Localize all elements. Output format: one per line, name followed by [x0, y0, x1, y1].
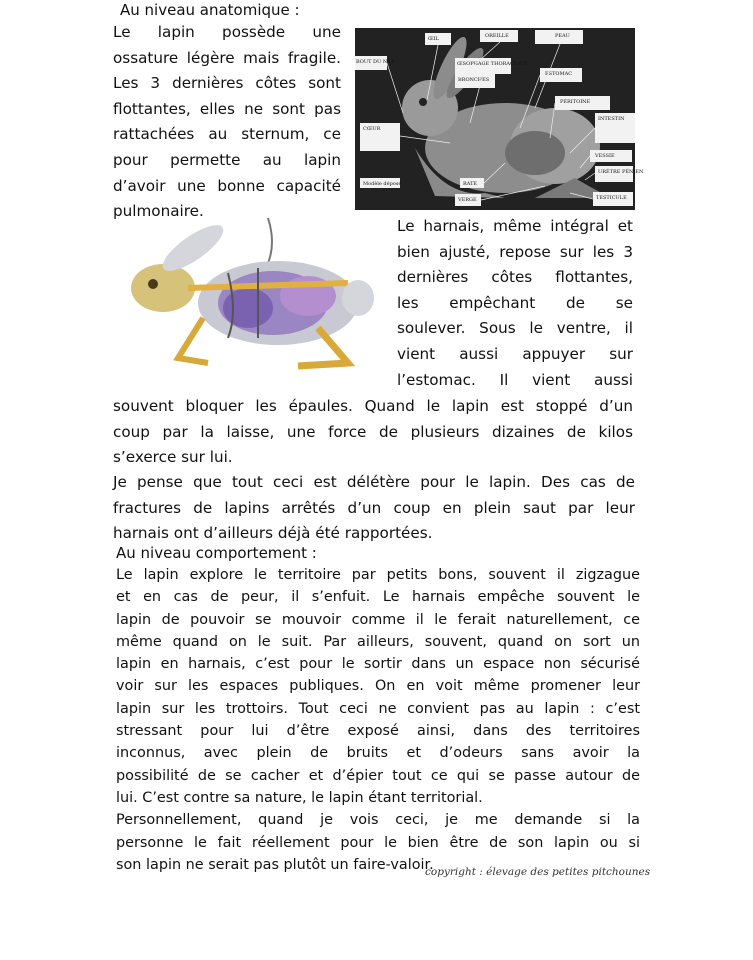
text-line: bien ajusté, repose sur les 3	[397, 242, 633, 261]
label-peau: PEAU	[555, 33, 570, 39]
heading-comportement: Au niveau comportement :	[116, 544, 317, 562]
label-oesophage: ŒSOPHAGE THORACIQUE	[457, 61, 528, 67]
label-testicule: TESTICULE	[596, 195, 627, 201]
heading-anatomique: Au niveau anatomique :	[120, 1, 300, 19]
text-line: Personnellement, quand je vois ceci, je me demande si la	[116, 812, 640, 829]
text-line: lapin de pouvoir se mouvoir comme il le ferait naturellement, ce	[116, 611, 640, 628]
text-line: vient aussi appuyer sur	[397, 344, 633, 363]
text-line: fractures de lapins arrêtés d’un coup en plein saut par leur	[113, 498, 635, 517]
text-line: les empêchant de se	[397, 293, 633, 312]
label-verge: VERGE	[458, 197, 477, 203]
text-line: stressant pour lui d’être exposé ainsi, dans des territoires	[116, 723, 640, 740]
text-line: harnais ont d’ailleurs déjà été rapportées.	[113, 524, 433, 543]
text-line: lapin sur les trottoirs. Tout ceci ne convient pas au lapin : c’est	[116, 700, 640, 717]
text-line: coup par la laisse, une force de plusieurs dizaines de kilos	[113, 422, 633, 441]
copyright-note: copyright : élevage des petites pitchounes	[425, 866, 651, 878]
label-bout-du-nez: BOUT DU NEZ	[356, 59, 395, 65]
text-line: ossature légère mais fragile.	[113, 48, 341, 67]
text-line: flottantes, elles ne sont pas	[113, 99, 341, 118]
label-modele-depose: Modèle déposé	[363, 181, 402, 187]
text-line: inconnus, avec plein de bruits et d’odeurs sans avoir la	[116, 745, 640, 762]
text-line: souvent bloquer les épaules. Quand le lapin est stoppé d’un	[113, 397, 633, 415]
text-line: l’estomac. Il vient aussi	[397, 370, 633, 389]
paragraph-comportement	[116, 564, 640, 876]
text-line: Le lapin explore le territoire par petits bons, souvent il zigzague	[116, 567, 640, 583]
harnessed-rabbit-xray-image	[118, 218, 386, 378]
text-line: voir sur les espaces publiques. On en voit même promener leur	[116, 678, 640, 695]
label-peritoine: PÉRITOINE	[560, 99, 591, 105]
paragraph-deletere	[113, 470, 635, 547]
text-line: pulmonaire.	[113, 202, 204, 221]
text-line: personne le fait réellement pour le bien être de son lapin ou si	[116, 834, 640, 851]
text-line: s’exerce sur lui.	[113, 448, 233, 467]
label-uretre: URÈTRE PÉNIEN	[598, 169, 644, 175]
label-rate: RATE	[463, 181, 478, 187]
text-line: rattachées au sternum, ce	[113, 125, 341, 144]
text-line: d’avoir une bonne capacité	[113, 176, 341, 195]
rabbit-anatomy-plate-image	[355, 28, 644, 210]
text-line: Je pense que tout ceci est délétère pour le lapin. Des cas de	[113, 473, 635, 491]
label-bronches: BRONCHES	[458, 77, 490, 83]
text-line: pour permette au lapin	[113, 150, 341, 169]
text-line: et en cas de peur, il s’enfuit. Le harnais empêche souvent le	[116, 589, 640, 606]
text-line: soulever. Sous le ventre, il	[397, 319, 633, 338]
text-line: lui. C’est contre sa nature, le lapin étant territorial.	[116, 789, 483, 806]
label-intestin: INTESTIN	[598, 116, 625, 122]
label-vessie: VESSIE	[595, 153, 615, 159]
label-oreille: OREILLE	[485, 33, 509, 39]
text-line: son lapin ne serait pas plutôt un faire-valoir.	[116, 856, 434, 873]
text-line: Le harnais, même intégral et	[397, 217, 633, 235]
paragraph-harnais-suite	[113, 394, 633, 471]
paragraph-anatomique	[113, 20, 341, 225]
text-line: dernières côtes flottantes,	[397, 268, 633, 287]
label-oeil: ŒIL	[428, 36, 439, 42]
text-line: possibilité de se cacher et d’épier tout ce qui se passe autour de	[116, 767, 640, 784]
text-line: Les 3 dernières côtes sont	[113, 74, 341, 93]
label-coeur: CŒUR	[363, 126, 381, 132]
text-line: Le lapin possède une	[113, 23, 341, 41]
paragraph-harnais	[397, 214, 633, 393]
text-line: lapin en harnais, c’est pour le sortir dans un espace non sécurisé	[116, 656, 640, 673]
label-estomac: ESTOMAC	[545, 71, 573, 77]
text-line: même quand on le suit. Par ailleurs, souvent, quand on sort un	[116, 633, 640, 650]
